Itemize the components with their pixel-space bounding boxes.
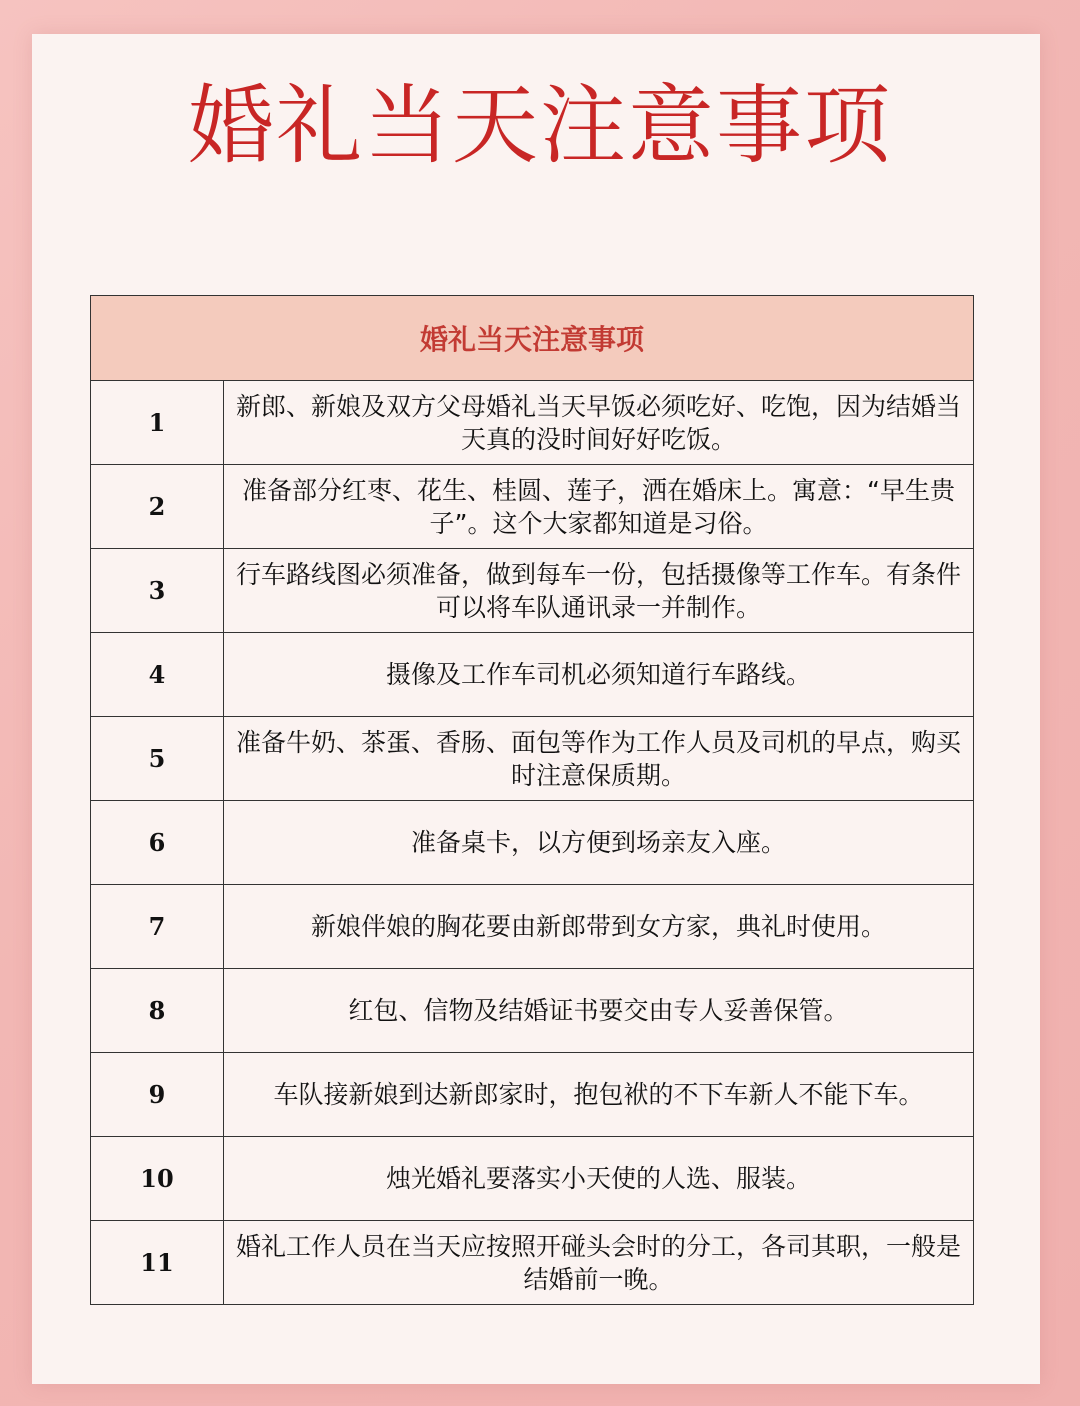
row-text: 行车路线图必须准备，做到每车一份，包括摄像等工作车。有条件可以将车队通讯录一并制作。 xyxy=(224,549,974,633)
row-number: 9 xyxy=(91,1053,224,1137)
page-title: 婚礼当天注意事项 xyxy=(188,76,892,176)
table-row xyxy=(91,1221,974,1305)
row-number: 3 xyxy=(91,549,224,633)
row-number: 10 xyxy=(91,1137,224,1221)
row-number: 8 xyxy=(91,969,224,1053)
row-text: 准备部分红枣、花生、桂圆、莲子，洒在婚床上。寓意：“早生贵子”。这个大家都知道是习俗。 xyxy=(224,465,974,549)
table-row xyxy=(91,465,974,549)
row-number: 4 xyxy=(91,633,224,717)
table-row xyxy=(91,717,974,801)
row-text: 摄像及工作车司机必须知道行车路线。 xyxy=(224,633,974,717)
notes-table xyxy=(90,295,974,1305)
row-text: 新郎、新娘及双方父母婚礼当天早饭必须吃好、吃饱，因为结婚当天真的没时间好好吃饭。 xyxy=(224,381,974,465)
row-text: 新娘伴娘的胸花要由新郎带到女方家，典礼时使用。 xyxy=(224,885,974,969)
table-row xyxy=(91,633,974,717)
row-text: 红包、信物及结婚证书要交由专人妥善保管。 xyxy=(224,969,974,1053)
table-row xyxy=(91,969,974,1053)
row-text: 烛光婚礼要落实小天使的人选、服装。 xyxy=(224,1137,974,1221)
row-number: 7 xyxy=(91,885,224,969)
table-row xyxy=(91,1137,974,1221)
table-row xyxy=(91,549,974,633)
row-text: 婚礼工作人员在当天应按照开碰头会时的分工，各司其职，一般是结婚前一晚。 xyxy=(224,1221,974,1305)
row-text: 准备桌卡，以方便到场亲友入座。 xyxy=(224,801,974,885)
row-number: 1 xyxy=(91,381,224,465)
row-number: 2 xyxy=(91,465,224,549)
row-number: 5 xyxy=(91,717,224,801)
row-text: 车队接新娘到达新郎家时，抱包袱的不下车新人不能下车。 xyxy=(224,1053,974,1137)
table-row xyxy=(91,1053,974,1137)
row-text: 准备牛奶、茶蛋、香肠、面包等作为工作人员及司机的早点，购买时注意保质期。 xyxy=(224,717,974,801)
row-number: 11 xyxy=(91,1221,224,1305)
table-row xyxy=(91,801,974,885)
row-number: 6 xyxy=(91,801,224,885)
table-row xyxy=(91,381,974,465)
table-row xyxy=(91,885,974,969)
table-header: 婚礼当天注意事项 xyxy=(91,296,974,381)
